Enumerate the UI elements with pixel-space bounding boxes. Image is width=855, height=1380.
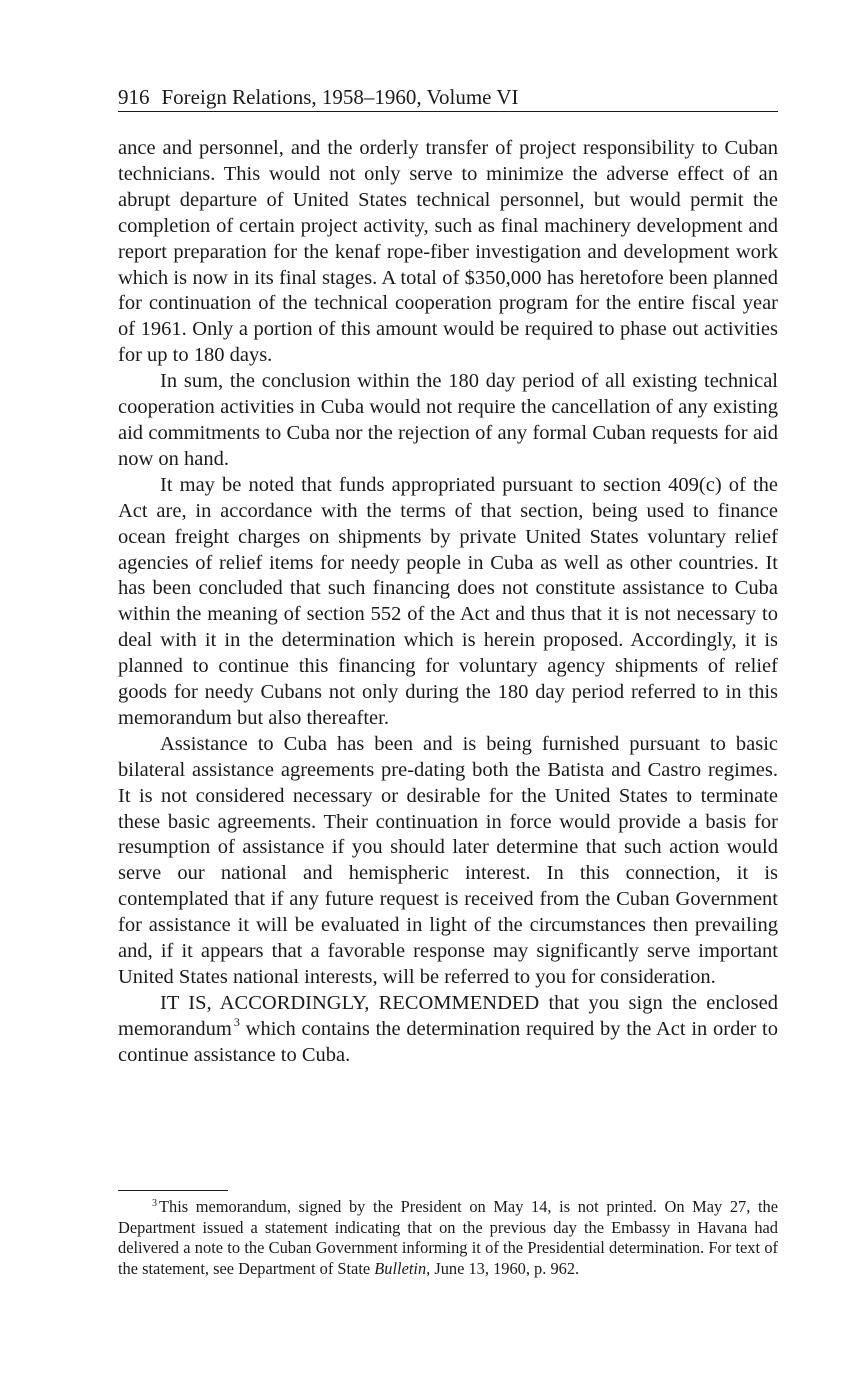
paragraph-continuation: ance and personnel, and the orderly transfer of project responsibility to Cuban technicians. This would not only serve to minimize the adverse effect of an abrupt departure of United States technical personnel, but would permit the completion of certain project activity, such as final machinery development and report preparation for the kenaf rope-fiber investigation and development work which is now in its final stages. A total of $350,000 has heretofore been planned for continuation of the technical cooperation program for the entire fiscal year of 1961. Only a portion of this amount would be required to phase out activities for up to 180 days.	[118, 137, 778, 367]
footnote-divider	[118, 1190, 228, 1191]
recommendation-text-start: IT IS, ACCORDINGLY, RECOMMENDED that you sign the enclosed memorandum	[118, 991, 778, 1040]
page-number: 916	[118, 85, 150, 109]
recommendation-text-end: which contains the determination required by the Act in order to continue assistance to Cuba.	[118, 1017, 778, 1066]
running-title: Foreign Relations, 1958–1960, Volume VI	[161, 85, 519, 109]
body-text	[118, 136, 778, 1069]
paragraph-recommendation	[118, 991, 778, 1069]
running-header	[118, 84, 778, 112]
footnote-publication-title: Bulletin,	[374, 1258, 431, 1278]
footnote-text-end: June 13, 1960, p. 962.	[430, 1258, 580, 1278]
footnote-text-start: This memorandum, signed by the President on May 14, is not printed. On May 27, the Department issued a statement indicating that on the previous day the Embassy in Havana had delivered a note to the Cuban Government informing it of the Presidential determination. For text of the statement, see Department of State	[118, 1197, 778, 1278]
footnote	[118, 1197, 778, 1279]
footnote-marker: 3	[152, 1198, 157, 1209]
footnote-reference: 3	[233, 1014, 240, 1029]
paragraph-in-sum: In sum, the conclusion within the 180 day period of all existing technical cooperation activities in Cuba would not require the cancellation of any existing aid commitments to Cuba nor the rejection of any formal Cuban requests for aid now on hand.	[118, 370, 778, 470]
paragraph-bilateral-agreements: Assistance to Cuba has been and is being furnished pursuant to basic bilateral assistance agreements pre-dating both the Batista and Castro regimes. It is not considered necessary or desirable for the United States to terminate these basic agreements. Their continuation in force would provide a basis for resumption of assistance if you should later determine that such action would serve our national and hemispheric interest. In this connection, it is contemplated that if any future request is received from the Cuban Government for assistance it will be evaluated in light of the circumstances then prevailing and, if it appears that a favorable response may significantly serve important United States national interests, will be referred to you for consideration.	[118, 732, 778, 988]
paragraph-section-409c: It may be noted that funds appropriated pursuant to section 409(c) of the Act are, in accordance with the terms of that section, being used to finance ocean freight charges on shipments by private United States voluntary relief agencies of relief items for needy people in Cuba as well as other countries. It has been concluded that such financing does not constitute assistance to Cuba within the meaning of section 552 of the Act and thus that it is not necessary to deal with it in the determination which is herein proposed. Accordingly, it is planned to continue this financing for voluntary agency shipments of relief goods for needy Cubans not only during the 180 day period referred to in this memorandum but also thereafter.	[118, 473, 778, 729]
